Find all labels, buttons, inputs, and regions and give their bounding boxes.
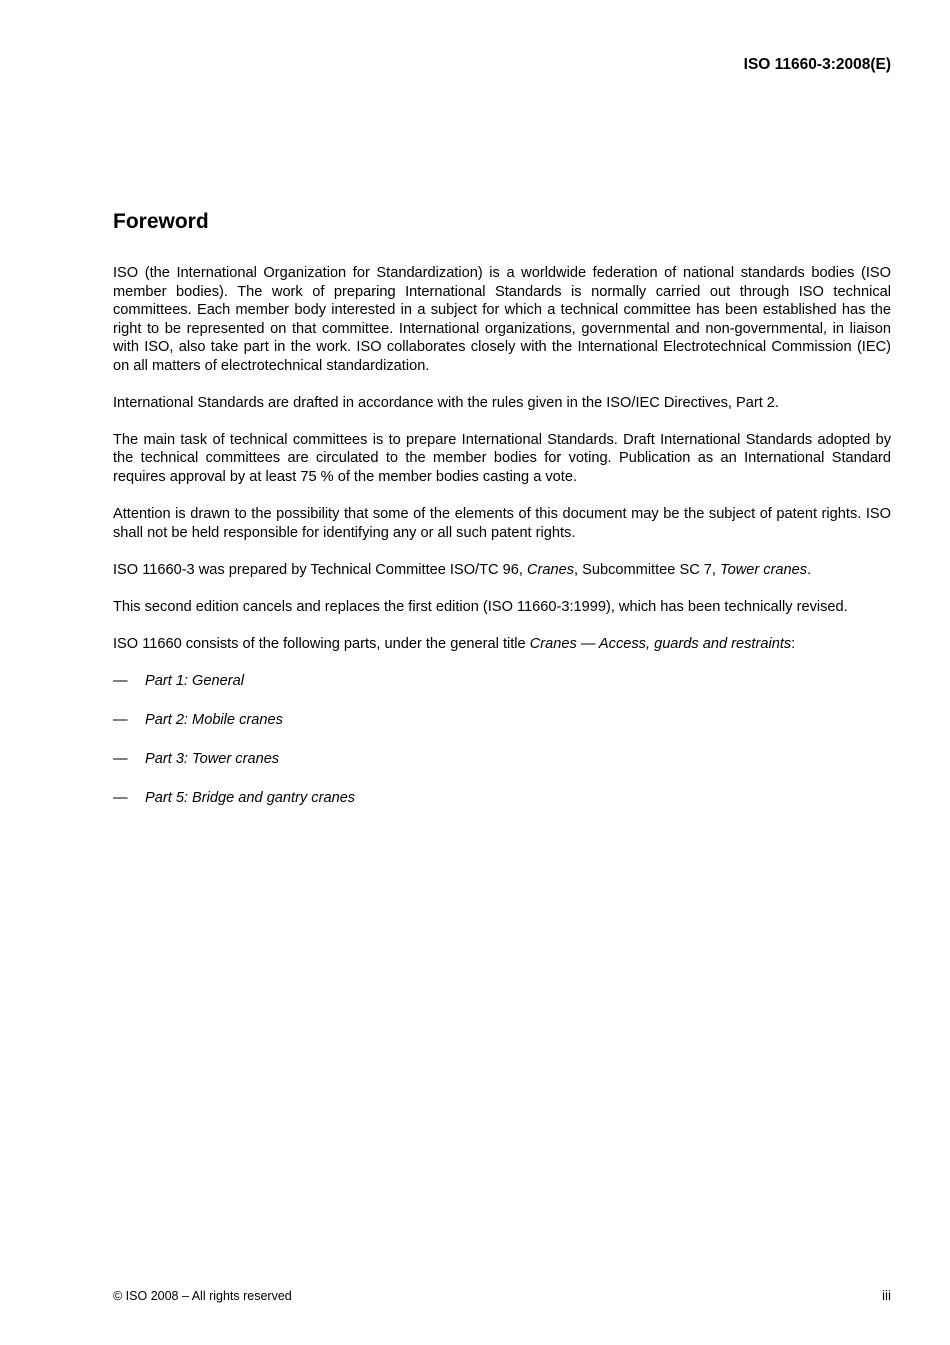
dash-bullet: — (113, 712, 128, 729)
prepared-by-text-2: , Subcommittee SC 7, (574, 561, 721, 578)
paragraph-parts-intro (113, 635, 891, 654)
dash-bullet: — (113, 750, 128, 767)
paragraph-prepared-by (113, 561, 891, 580)
paragraph-patent-notice: Attention is drawn to the possibility that some of the elements of this document may be the subject of patent rights. ISO shall not be held responsible for identifying any or all such patent rights. (113, 506, 891, 541)
part-label: Part 3: Tower cranes (145, 750, 280, 767)
part-label: Part 1: General (145, 673, 244, 690)
list-item (113, 711, 891, 730)
prepared-by-text-1: ISO 11660-3 was prepared by Technical Committee ISO/TC 96, (113, 561, 527, 578)
paragraph-iso-description: ISO (the International Organization for Standardization) is a worldwide federation of national standards bodies (ISO member bodies). The work of preparing International Standards is normally carried out through ISO technical committees. Each member body interested in a subject for which a technical committee has been established has the right to be represented on that committee. International organizations, governmental and non-governmental, in liaison with ISO, also take part in the work. ISO collaborates closely with the International Electrotechnical Commission (IEC) on all matters of electrotechnical standardization. (113, 265, 891, 374)
part-label: Part 2: Mobile cranes (145, 712, 283, 729)
subcommittee-name: Tower cranes (720, 561, 808, 578)
dash-bullet: — (113, 789, 128, 806)
foreword-title: Foreword (113, 210, 209, 233)
page-number: iii (882, 1288, 891, 1303)
parts-list (113, 672, 891, 807)
dash-bullet: — (113, 673, 128, 690)
committee-name: Cranes (526, 561, 575, 578)
list-item (113, 750, 891, 769)
paragraph-edition-note: This second edition cancels and replaces the first edition (ISO 11660-3:1999), which has been technically revised. (113, 598, 848, 615)
document-header-reference: ISO 11660-3:2008(E) (743, 56, 891, 73)
paragraph-directives: International Standards are drafted in accordance with the rules given in the ISO/IEC Directives, Part 2. (113, 394, 779, 411)
list-item (113, 672, 891, 691)
parts-intro-colon: : (791, 636, 796, 653)
foreword-section (113, 208, 891, 828)
part-label: Part 5: Bridge and gantry cranes (145, 789, 356, 806)
footer-copyright: © ISO 2008 – All rights reserved (113, 1289, 292, 1303)
prepared-by-text-3: . (807, 561, 812, 578)
list-item (113, 789, 891, 808)
paragraph-committee-task: The main task of technical committees is to prepare International Standards. Draft International Standards adopted by the technical committees are circulated to the member bodies for voting. Publication as an International Standard requires approval by at least 75 % of the member bodies casting a vote. (113, 431, 891, 485)
parts-intro-text: ISO 11660 consists of the following parts, under the general title (113, 636, 530, 653)
general-title: Cranes — Access, guards and restraints (529, 636, 792, 653)
